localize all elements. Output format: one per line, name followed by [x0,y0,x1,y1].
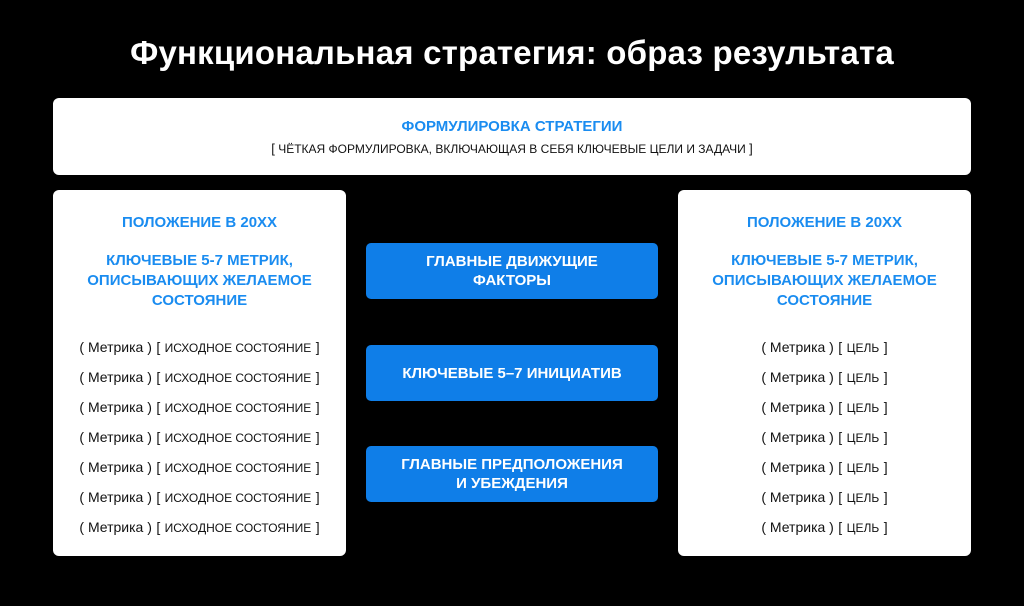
metric-name: ( Метрика ) [79,369,152,385]
close-bracket: ] [883,429,888,445]
close-bracket: ] [883,369,888,385]
metric-name: ( Метрика ) [79,519,152,535]
assumptions-box: ГЛАВНЫЕ ПРЕДПОЛОЖЕНИЯ И УБЕЖДЕНИЯ [366,446,658,502]
close-bracket: ] [315,429,320,445]
metric-name: ( Метрика ) [79,399,152,415]
metric-row [53,332,346,362]
metric-row [678,512,971,542]
metric-goal: ЦЕЛЬ [846,521,880,535]
metric-goal: ЦЕЛЬ [846,491,880,505]
open-bracket: [ [838,339,843,355]
open-bracket: [ [838,399,843,415]
close-bracket: ] [749,141,753,156]
close-bracket: ] [315,339,320,355]
close-bracket: ] [315,459,320,475]
close-bracket: ] [883,339,888,355]
open-bracket: [ [156,459,161,475]
close-bracket: ] [883,399,888,415]
page-title: Функциональная стратегия: образ результата [130,34,894,71]
strategy-subtext [53,141,971,156]
metric-name: ( Метрика ) [761,489,834,505]
right-position-heading: ПОЛОЖЕНИЕ В 20ХХ [746,214,903,231]
metric-initial-state: ИСХОДНОЕ СОСТОЯНИЕ [164,431,312,445]
close-bracket: ] [883,519,888,535]
open-bracket: [ [156,489,161,505]
metric-row [678,332,971,362]
metric-goal: ЦЕЛЬ [846,461,880,475]
left-metric-list [53,332,346,542]
open-bracket: [ [838,489,843,505]
metric-goal: ЦЕЛЬ [846,401,880,415]
metric-name: ( Метрика ) [761,369,834,385]
right-panel [678,190,971,556]
metric-row [678,452,971,482]
metric-row [53,422,346,452]
metric-name: ( Метрика ) [761,339,834,355]
metric-initial-state: ИСХОДНОЕ СОСТОЯНИЕ [164,521,312,535]
metric-name: ( Метрика ) [79,429,152,445]
metric-name: ( Метрика ) [79,489,152,505]
metric-initial-state: ИСХОДНОЕ СОСТОЯНИЕ [164,491,312,505]
metric-row [678,392,971,422]
metric-name: ( Метрика ) [761,459,834,475]
strategy-card [53,98,971,175]
strategy-heading: ФОРМУЛИРОВКА СТРАТЕГИИ [401,118,623,135]
open-bracket: [ [838,429,843,445]
metric-row [678,422,971,452]
drivers-box: ГЛАВНЫЕ ДВИЖУЩИЕ ФАКТОРЫ [366,243,658,299]
metric-row [53,512,346,542]
close-bracket: ] [315,399,320,415]
close-bracket: ] [315,369,320,385]
close-bracket: ] [315,489,320,505]
metric-row [678,362,971,392]
left-position-heading: ПОЛОЖЕНИЕ В 20ХХ [121,214,278,231]
metric-row [53,482,346,512]
metric-row [678,482,971,512]
metric-name: ( Метрика ) [761,519,834,535]
close-bracket: ] [883,489,888,505]
close-bracket: ] [883,459,888,475]
open-bracket: [ [271,141,275,156]
metric-name: ( Метрика ) [761,399,834,415]
metric-initial-state: ИСХОДНОЕ СОСТОЯНИЕ [164,371,312,385]
metric-initial-state: ИСХОДНОЕ СОСТОЯНИЕ [164,341,312,355]
open-bracket: [ [156,399,161,415]
open-bracket: [ [838,519,843,535]
left-metrics-heading: КЛЮЧЕВЫЕ 5-7 МЕТРИК, ОПИСЫВАЮЩИХ ЖЕЛАЕМОЕ СОСТОЯНИЕ [87,252,312,309]
metric-name: ( Метрика ) [761,429,834,445]
metric-initial-state: ИСХОДНОЕ СОСТОЯНИЕ [164,401,312,415]
open-bracket: [ [156,519,161,535]
strategy-subtext-label: ЧЁТКАЯ ФОРМУЛИРОВКА, ВКЛЮЧАЮЩАЯ В СЕБЯ КЛЮЧЕВЫЕ ЦЕЛИ И ЗАДАЧИ [278,142,746,156]
metric-row [53,452,346,482]
metric-name: ( Метрика ) [79,339,152,355]
open-bracket: [ [156,369,161,385]
open-bracket: [ [838,459,843,475]
metric-goal: ЦЕЛЬ [846,371,880,385]
right-metrics-heading: КЛЮЧЕВЫЕ 5-7 МЕТРИК, ОПИСЫВАЮЩИХ ЖЕЛАЕМОЕ СОСТОЯНИЕ [712,252,937,309]
metric-row [53,362,346,392]
left-panel [53,190,346,556]
close-bracket: ] [315,519,320,535]
metric-goal: ЦЕЛЬ [846,341,880,355]
open-bracket: [ [156,339,161,355]
right-metric-list [678,332,971,542]
metric-goal: ЦЕЛЬ [846,431,880,445]
metric-name: ( Метрика ) [79,459,152,475]
open-bracket: [ [156,429,161,445]
metric-initial-state: ИСХОДНОЕ СОСТОЯНИЕ [164,461,312,475]
open-bracket: [ [838,369,843,385]
initiatives-box: КЛЮЧЕВЫЕ 5–7 ИНИЦИАТИВ [366,345,658,401]
metric-row [53,392,346,422]
